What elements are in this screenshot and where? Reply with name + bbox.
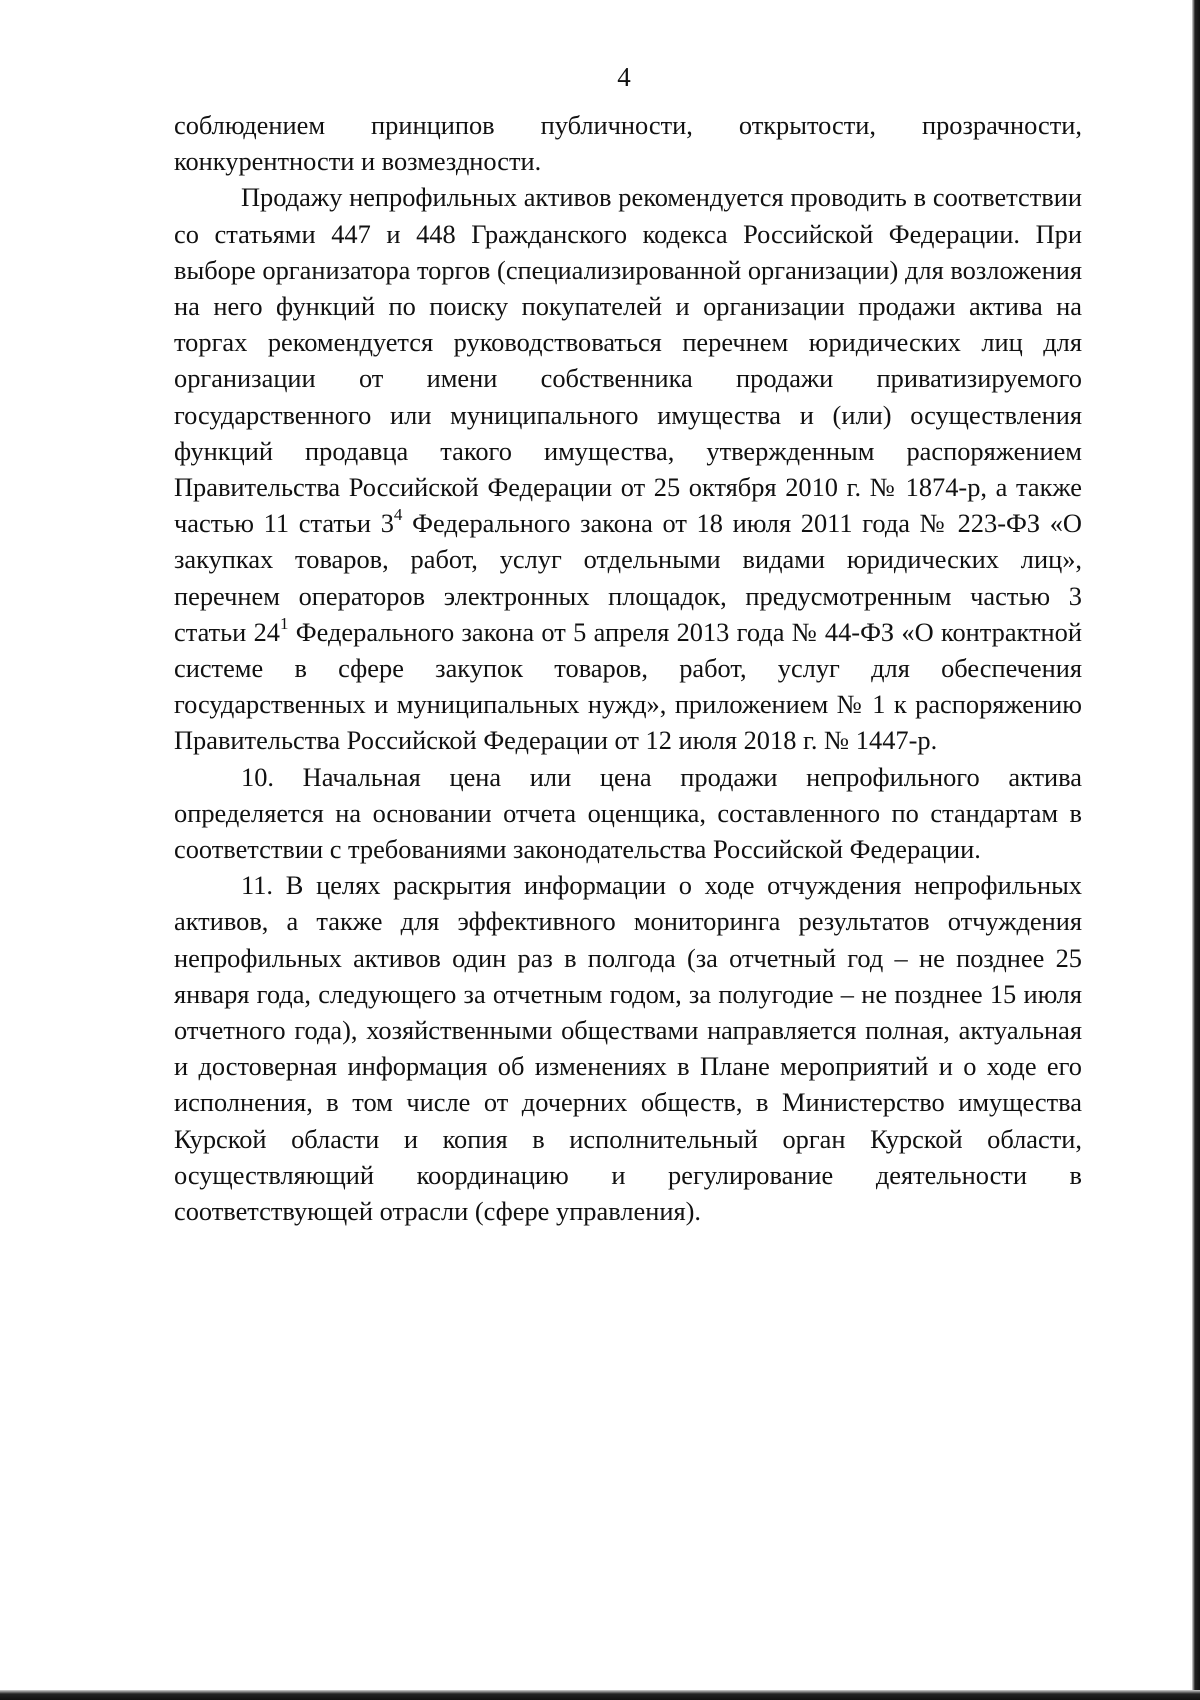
paragraph-11-disclosure: 11. В целях раскрытия информации о ходе отчуждения непрофильных активов, а также для эффективного мониторинга результатов отчуждения непрофильных активов один раз в полгода (за отчетный год – не позднее 25 января года, следующего за отчетным годом, за полугодие – не позднее 15 июля отчетного года), хозяйственными обществами направляется полная, актуальная и достоверная информация об изменениях в Плане мероприятий и о ходе его исполнения, в том числе от дочерних обществ, в Министерство имущества Курской области и копия в исполнительный орган Курской области, осуществляющий координацию и регулирование деятельности в соответствующей отрасли (сфере управления). [174,870,1082,1227]
paragraph-continuation-line-2: конкурентности и возмездности. [174,146,542,177]
paragraph-sale-procedure-text-3: Федерального закона от 5 апреля 2013 года № 44-ФЗ «О контрактной системе в сфере закупок товаров, работ, услуг для обеспечения государственных и муниципальных нужд», приложением № 1 к распоряжению Правительства Российской Федерации от 12 июля 2018 г. № 1447-р. [174,616,1082,756]
superscript-1: 1 [279,613,289,633]
paragraph-sale-procedure-text-1: Продажу непрофильных активов рекомендуется проводить в соответствии со статьями 447 и 448 Гражданского кодекса Российской Федерации. При выборе организатора торгов (специализированной организации) для возложения на него функций по поиску покупателей и организации продажи актива на торгах рекомендуется руководствоваться перечнем юридических лиц для организации от имени собственника продажи приватизируемого государственного или муниципального имущества и (или) осуществления функций продавца такого имущества, утвержденным распоряжением Правительства Российской Федерации от 25 октября 2010 г. № 1874-р, а также частью 11 статьи 3 [174,182,1082,539]
superscript-4: 4 [393,505,403,525]
paragraph-sale-procedure-text-2: Федерального закона от 18 июля 2011 года № 223-ФЗ «О закупках товаров, работ, услуг отдельными видами юридических лиц», перечнем операторов электронных площадок, предусмотренным частью 3 статьи 24 [174,508,1082,647]
paragraph-continuation [174,107,1082,179]
paragraph-10-initial-price: 10. Начальная цена или цена продажи непрофильного актива определяется на основании отчета оценщика, составленного по стандартам в соответствии с требованиями законодательства Российской Федерации. [174,761,1082,865]
paragraph-continuation-line-1: соблюдением принципов публичности, открытости, прозрачности, [174,110,1082,140]
document-body [174,107,1082,1229]
scan-border-right [1192,0,1200,1700]
page-number: 4 [617,62,631,92]
scan-border-bottom [0,1690,1200,1700]
paragraph-sale-procedure [174,179,1082,758]
